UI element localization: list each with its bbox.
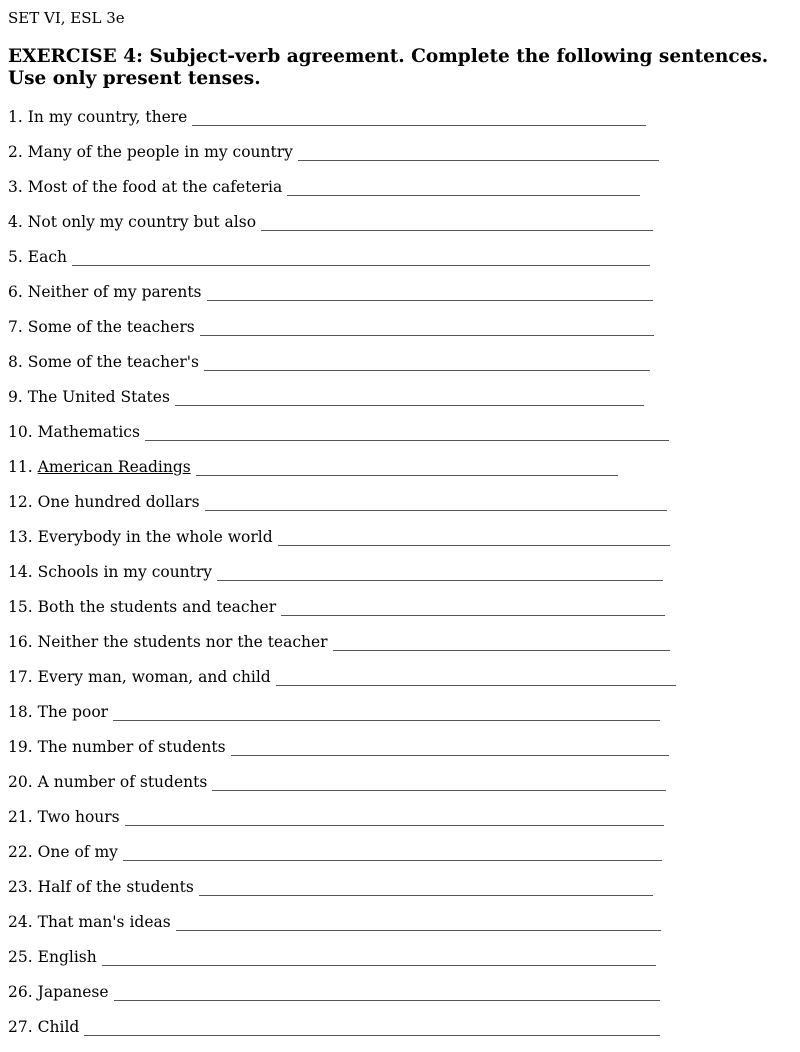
- item-number: 7.: [8, 318, 23, 336]
- answer-blank[interactable]: [217, 562, 663, 581]
- exercise-item: [8, 772, 676, 807]
- item-prompt: Two hours: [37, 808, 120, 826]
- answer-blank[interactable]: [205, 492, 667, 511]
- item-number: 26.: [8, 983, 33, 1001]
- answer-blank[interactable]: [212, 772, 666, 791]
- answer-blank[interactable]: [261, 212, 653, 231]
- exercise-item: [8, 492, 676, 527]
- item-prompt: Everybody in the whole world: [37, 528, 273, 546]
- exercise-item: [8, 317, 676, 352]
- exercise-item: [8, 597, 676, 632]
- item-prompt: The poor: [37, 703, 109, 721]
- answer-blank[interactable]: [123, 842, 662, 861]
- exercise-item: [8, 142, 676, 177]
- exercise-item: [8, 947, 676, 982]
- answer-blank[interactable]: [175, 387, 644, 406]
- item-number: 2.: [8, 143, 23, 161]
- item-prompt: Mathematics: [37, 423, 140, 441]
- exercise-item: [8, 387, 676, 422]
- answer-blank[interactable]: [192, 107, 646, 126]
- answer-blank[interactable]: [281, 597, 665, 616]
- item-number: 27.: [8, 1018, 33, 1036]
- answer-blank[interactable]: [298, 142, 659, 161]
- exercise-item: [8, 912, 676, 947]
- title-line-1: EXERCISE 4: Subject-verb agreement. Complete the following sentences.: [8, 46, 769, 67]
- item-number: 20.: [8, 773, 33, 791]
- exercise-item: [8, 177, 676, 212]
- answer-blank[interactable]: [278, 527, 670, 546]
- exercise-item: [8, 562, 676, 597]
- item-number: 1.: [8, 108, 23, 126]
- exercise-item: [8, 842, 676, 877]
- item-prompt: Every man, woman, and child: [37, 668, 271, 686]
- item-number: 25.: [8, 948, 33, 966]
- item-prompt: Both the students and teacher: [37, 598, 277, 616]
- item-prompt: Some of the teacher's: [27, 353, 199, 371]
- item-number: 3.: [8, 178, 23, 196]
- item-number: 22.: [8, 843, 33, 861]
- exercise-list: [8, 107, 676, 1052]
- item-number: 21.: [8, 808, 33, 826]
- answer-blank[interactable]: [204, 352, 650, 371]
- answer-blank[interactable]: [276, 667, 676, 686]
- answer-blank[interactable]: [196, 457, 618, 476]
- exercise-item: [8, 352, 676, 387]
- item-prompt: Many of the people in my country: [27, 143, 293, 161]
- item-prompt: A number of students: [37, 773, 208, 791]
- answer-blank[interactable]: [231, 737, 669, 756]
- item-prompt: Child: [37, 1018, 80, 1036]
- exercise-item: [8, 632, 676, 667]
- exercise-item: [8, 877, 676, 912]
- item-number: 23.: [8, 878, 33, 896]
- answer-blank[interactable]: [207, 282, 654, 301]
- answer-blank[interactable]: [200, 317, 654, 336]
- item-number: 11.: [8, 458, 33, 476]
- item-number: 14.: [8, 563, 33, 581]
- item-number: 16.: [8, 633, 33, 651]
- item-prompt: The United States: [27, 388, 170, 406]
- answer-blank[interactable]: [176, 912, 661, 931]
- exercise-item: [8, 282, 676, 317]
- item-prompt: Neither the students nor the teacher: [37, 633, 328, 651]
- item-prompt: One of my: [37, 843, 118, 861]
- item-prompt: Schools in my country: [37, 563, 213, 581]
- exercise-item: [8, 982, 676, 1017]
- exercise-item: [8, 247, 676, 282]
- title-line-2: Use only present tenses.: [8, 68, 261, 89]
- item-prompt: Some of the teachers: [27, 318, 195, 336]
- item-number: 15.: [8, 598, 33, 616]
- exercise-item: [8, 702, 676, 737]
- answer-blank[interactable]: [84, 1017, 660, 1036]
- item-number: 13.: [8, 528, 33, 546]
- answer-blank[interactable]: [145, 422, 669, 441]
- item-prompt: Neither of my parents: [27, 283, 202, 301]
- exercise-item: [8, 807, 676, 842]
- item-prompt: American Readings: [37, 458, 191, 476]
- item-number: 17.: [8, 668, 33, 686]
- exercise-title: [8, 46, 798, 90]
- answer-blank[interactable]: [113, 702, 660, 721]
- item-number: 8.: [8, 353, 23, 371]
- answer-blank[interactable]: [199, 877, 653, 896]
- document-header: SET VI, ESL 3e: [8, 9, 125, 27]
- item-number: 18.: [8, 703, 33, 721]
- item-number: 10.: [8, 423, 33, 441]
- exercise-item: [8, 107, 676, 142]
- item-prompt: Each: [27, 248, 68, 266]
- answer-blank[interactable]: [125, 807, 664, 826]
- item-prompt: English: [37, 948, 97, 966]
- exercise-item: [8, 212, 676, 247]
- answer-blank[interactable]: [114, 982, 660, 1001]
- exercise-item: [8, 527, 676, 562]
- item-prompt: Japanese: [37, 983, 109, 1001]
- item-number: 9.: [8, 388, 23, 406]
- item-prompt: That man's ideas: [37, 913, 171, 931]
- item-number: 6.: [8, 283, 23, 301]
- answer-blank[interactable]: [102, 947, 656, 966]
- answer-blank[interactable]: [72, 247, 650, 266]
- item-prompt: In my country, there: [27, 108, 188, 126]
- answer-blank[interactable]: [287, 177, 640, 196]
- item-number: 4.: [8, 213, 23, 231]
- item-number: 5.: [8, 248, 23, 266]
- item-prompt: Most of the food at the cafeteria: [27, 178, 283, 196]
- answer-blank[interactable]: [333, 632, 670, 651]
- item-number: 19.: [8, 738, 33, 756]
- item-prompt: Half of the students: [37, 878, 194, 896]
- exercise-item: [8, 457, 676, 492]
- exercise-item: [8, 737, 676, 772]
- item-number: 12.: [8, 493, 33, 511]
- item-prompt: The number of students: [37, 738, 226, 756]
- item-number: 24.: [8, 913, 33, 931]
- exercise-item: [8, 667, 676, 702]
- item-prompt: One hundred dollars: [37, 493, 200, 511]
- item-prompt: Not only my country but also: [27, 213, 257, 231]
- exercise-item: [8, 422, 676, 457]
- exercise-item: [8, 1017, 676, 1052]
